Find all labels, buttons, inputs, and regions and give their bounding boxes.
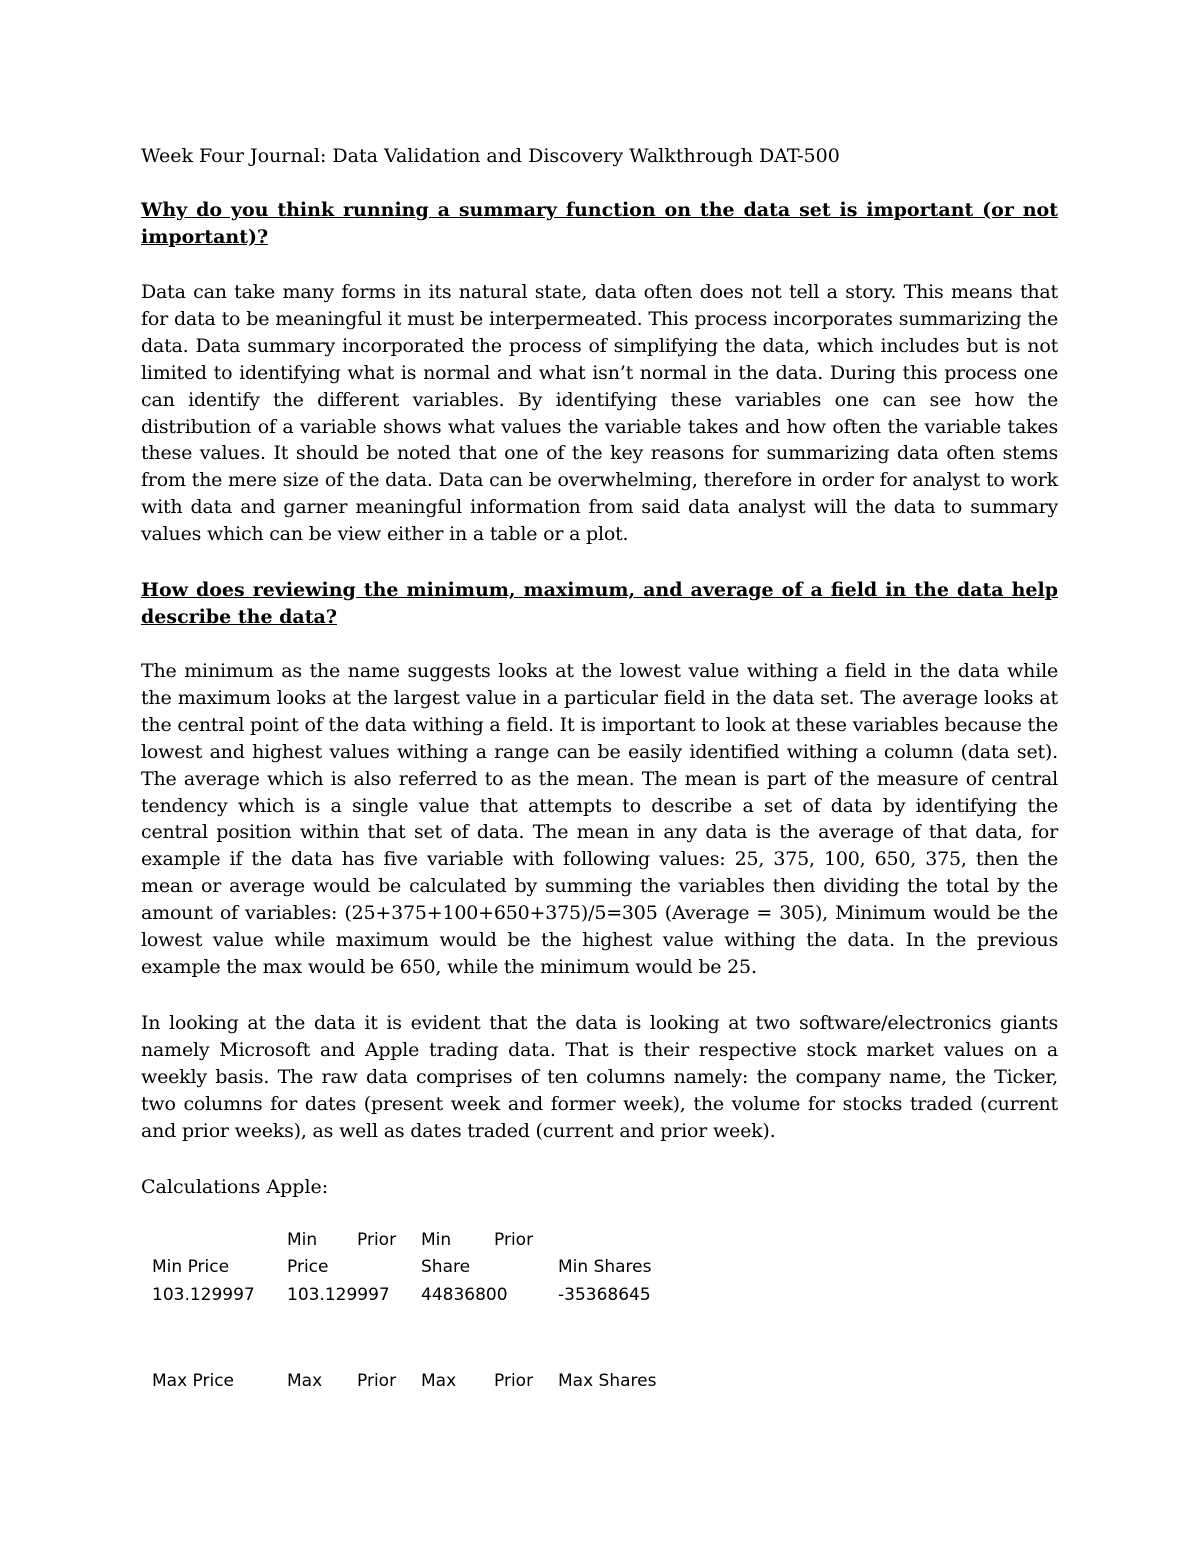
min-table-header-min-share: Share: [421, 1257, 471, 1277]
answer-paragraph-min-max-average: The minimum as the name suggests looks at the lowest value withing a field in the data while the maximum looks at the largest value in a particular field in the data set. The average looks at the central point of the data withing a field. It is important to look at these variables because the lowest and highest values withing a range can be easily identified withing a column (data set). The average which is also referred to as the mean. The mean is part of the measure of central tendency which is a single value that attempts to describe a set of data by identifying the central position within that set of data. The mean in any data is the average of that data, for example if the data has five variable with following values: 25, 375, 100, 650, 375, then the mean or average would be calculated by summing the variables then dividing the total by the amount of variables: (25+375+100+650+375)/5=305 (Average = 305), Minimum would be the lowest value while maximum would be the highest value withing the data. In the previous example the max would be 650, while the minimum would be 25.: [141, 660, 1058, 978]
min-table-header-top-1: Min: [287, 1230, 318, 1250]
document-title: Week Four Journal: Data Validation and Discovery Walkthrough DAT-500: [141, 145, 840, 167]
max-table-header-prior-2: Prior: [494, 1371, 534, 1391]
max-table-header-max-shares: Max Shares: [558, 1371, 657, 1391]
min-table-header-min-price: Min Price: [152, 1257, 230, 1277]
min-table-header-top-2: Prior: [357, 1230, 397, 1250]
answer-paragraph-summary-function: Data can take many forms in its natural state, data often does not tell a story. This means that for data to be meaningful it must be interpermeated. This process incorporates summarizing the data. Data summary incorporated the process of simplifying the data, which includes but is not limited to identifying what is normal and what isn’t normal in the data. During this process one can identify the different variables. By identifying these variables one can see how the distribution of a variable shows what values the variable takes and how often the variable takes these values. It should be noted that one of the key reasons for summarizing data often stems from the mere size of the data. Data can be overwhelming, therefore in order for analyst to work with data and garner meaningful information from said data analyst will the data to summary values which can be view either in a table or a plot.: [141, 281, 1058, 546]
min-table-header-min-shares: Min Shares: [558, 1257, 652, 1277]
data-description-paragraph: In looking at the data it is evident that the data is looking at two software/electronics giants namely Microsoft and Apple trading data. That is their respective stock market values on a weekly basis. The raw data comprises of ten columns namely: the company name, the Ticker, two columns for dates (present week and former week), the volume for stocks traded (current and prior weeks), as well as dates traded (current and prior week).: [141, 1012, 1058, 1142]
min-table-header-top-4: Prior: [494, 1230, 534, 1250]
min-table-header-top-3: Min: [421, 1230, 452, 1250]
max-values-table: [141, 0, 1058, 1553]
min-table-value-min-shares: -35368645: [558, 1285, 651, 1305]
min-table-value-min-share: 44836800: [421, 1285, 508, 1305]
document-page: [141, 0, 1058, 1553]
question-heading-summary-function: Why do you think running a summary function on the data set is important (or not important)?: [141, 199, 1058, 248]
min-table-header-prior-price: Price: [287, 1257, 329, 1277]
max-table-header-max-price: Max Price: [152, 1371, 235, 1391]
max-table-header-max: Max: [287, 1371, 323, 1391]
calculations-apple-label: Calculations Apple:: [141, 1176, 329, 1198]
min-table-value-min-price: 103.129997: [152, 1285, 255, 1305]
max-table-header-prior: Prior: [357, 1371, 397, 1391]
max-table-header-max-2: Max: [421, 1371, 457, 1391]
question-heading-min-max-average: How does reviewing the minimum, maximum, and average of a field in the data help describe the data?: [141, 579, 1058, 628]
min-table-value-prior-price: 103.129997: [287, 1285, 390, 1305]
